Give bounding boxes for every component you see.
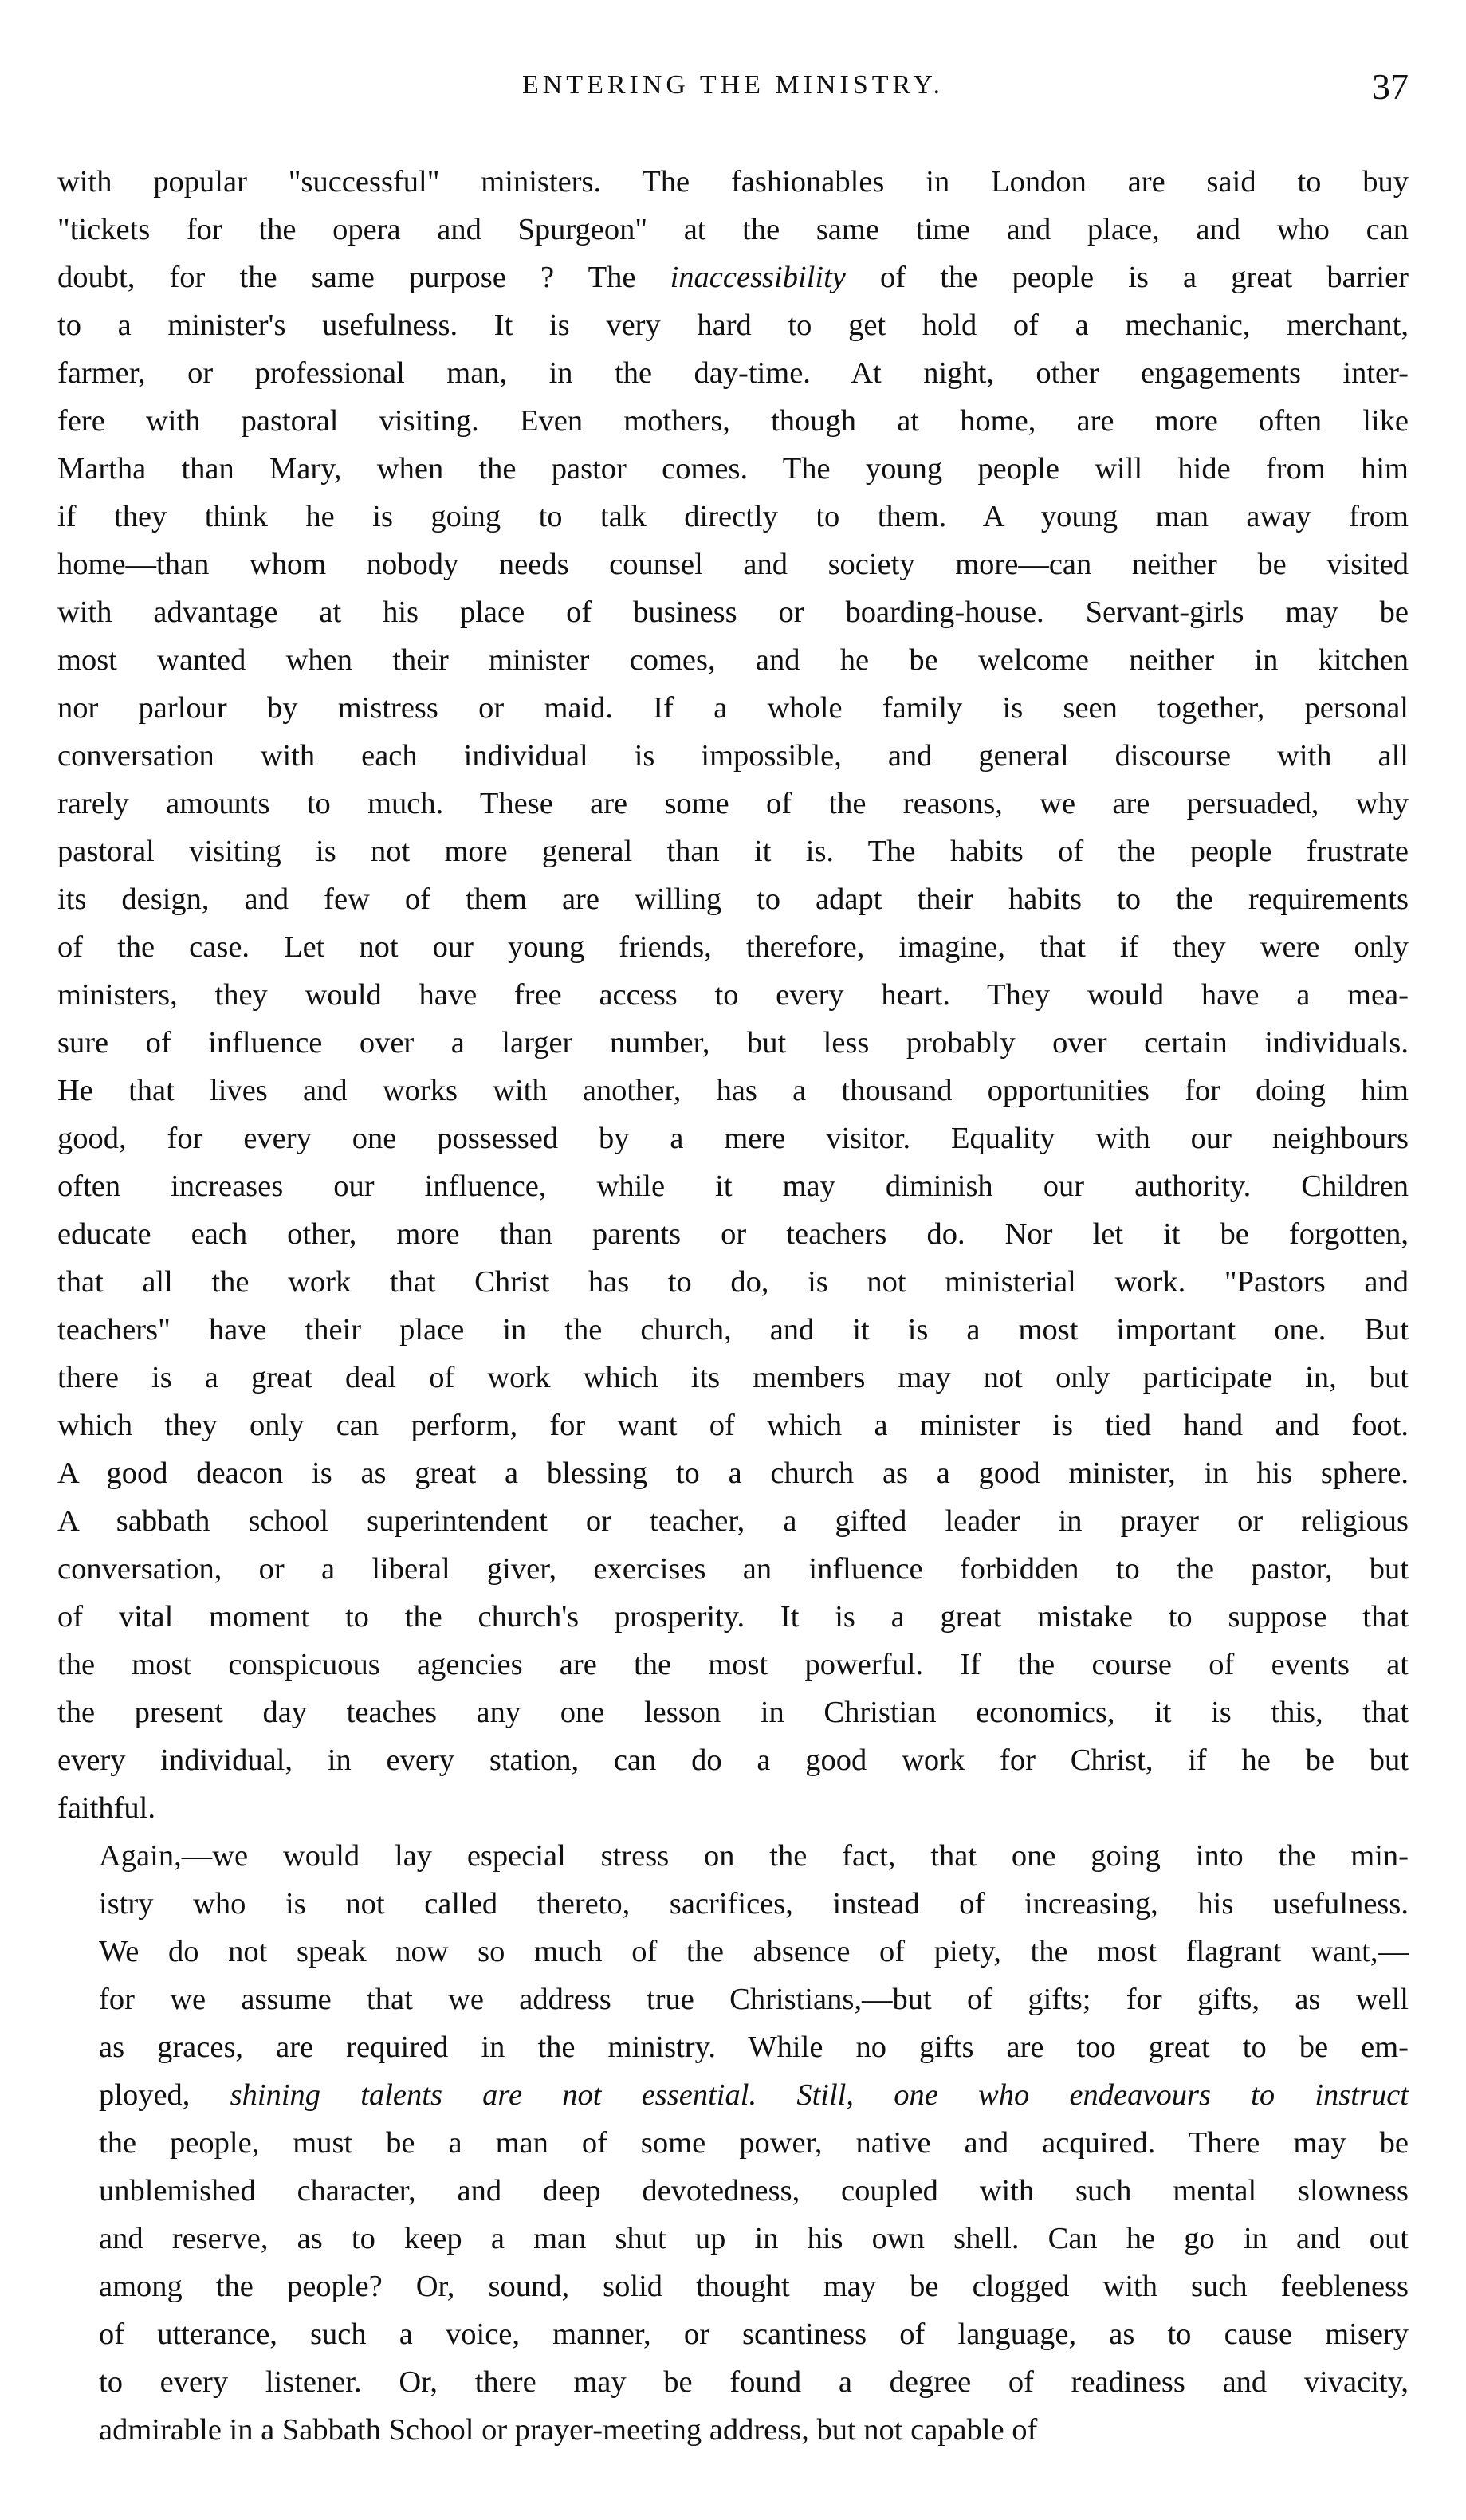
text-line: doubt, for the same purpose ? The inaccessibility of the people is a great barrier xyxy=(57,261,1409,294)
text-line: A sabbath school superintendent or teacher, a gifted leader in prayer or religious xyxy=(57,1504,1409,1538)
text-line: which they only can perform, for want of which a minister is tied hand and foot. xyxy=(57,1409,1409,1442)
text-line: and reserve, as to keep a man shut up in his own shell. Can he go in and out xyxy=(99,2222,1409,2255)
page-header xyxy=(57,66,1409,118)
text-line: the people, must be a man of some power, native and acquired. There may be xyxy=(99,2126,1409,2160)
text-line: ministers, they would have free access to every heart. They would have a mea- xyxy=(57,978,1409,1012)
text-line: to a minister's usefulness. It is very hard to get hold of a mechanic, merchant, xyxy=(57,309,1409,342)
paragraph xyxy=(57,158,1409,1832)
text-line: educate each other, more than parents or teachers do. Nor let it be forgotten, xyxy=(57,1217,1409,1251)
text-line: most wanted when their minister comes, and he be welcome neither in kitchen xyxy=(57,643,1409,677)
text-line: of the case. Let not our young friends, therefore, imagine, that if they were only xyxy=(57,930,1409,964)
text-line: the most conspicuous agencies are the most powerful. If the course of events at xyxy=(57,1648,1409,1681)
text-line: with advantage at his place of business or boarding-house. Servant-girls may be xyxy=(57,596,1409,629)
text-line: with popular "successful" ministers. The fashionables in London are said to buy xyxy=(57,165,1409,199)
page-number: 37 xyxy=(1372,66,1409,107)
text-line: "tickets for the opera and Spurgeon" at the same time and place, and who can xyxy=(57,213,1409,246)
text-line: for we assume that we address true Christians,—but of gifts; for gifts, as well xyxy=(99,1983,1409,2016)
text-line: He that lives and works with another, has a thousand opportunities for doing him xyxy=(57,1074,1409,1107)
text-line: teachers" have their place in the church, and it is a most important one. But xyxy=(57,1313,1409,1346)
text-line: Martha than Mary, when the pastor comes. The young people will hide from him xyxy=(57,452,1409,486)
text-line: that all the work that Christ has to do, is not ministerial work. "Pastors and xyxy=(57,1265,1409,1299)
text-line: fere with pastoral visiting. Even mothers, though at home, are more often like xyxy=(57,404,1409,438)
text-line: often increases our influence, while it may diminish our authority. Children xyxy=(57,1170,1409,1203)
italic-text: inaccessibility xyxy=(670,261,846,294)
text-line: rarely amounts to much. These are some of the reasons, we are persuaded, why xyxy=(57,787,1409,820)
text-line: admirable in a Sabbath School or prayer-meeting address, but not capable of xyxy=(99,2413,1038,2447)
text-line: there is a great deal of work which its members may not only participate in, but xyxy=(57,1361,1409,1394)
paragraph xyxy=(57,1832,1409,2454)
text-line: conversation, or a liberal giver, exercises an influence forbidden to the pastor, but xyxy=(57,1552,1409,1586)
running-head: ENTERING THE MINISTRY. xyxy=(521,70,945,100)
text-line: the present day teaches any one lesson in Christian economics, it is this, that xyxy=(57,1696,1409,1729)
text-line: faithful. xyxy=(57,1791,155,1825)
text-line: home—than whom nobody needs counsel and society more—can neither be visited xyxy=(57,548,1409,581)
text-line: We do not speak now so much of the absence of piety, the most flagrant want,— xyxy=(99,1935,1409,1968)
text-line: its design, and few of them are willing to adapt their habits to the requirements xyxy=(57,883,1409,916)
text-line: farmer, or professional man, in the day-time. At night, other engagements inter- xyxy=(57,356,1409,390)
text-line: sure of influence over a larger number, but less probably over certain individuals. xyxy=(57,1026,1409,1060)
text-line: Again,—we would lay especial stress on the fact, that one going into the min- xyxy=(99,1839,1409,1873)
text-line: every individual, in every station, can do a good work for Christ, if he be but xyxy=(57,1744,1409,1777)
text-line: if they think he is going to talk directly to them. A young man away from xyxy=(57,500,1409,533)
text-line: of utterance, such a voice, manner, or scantiness of language, as to cause misery xyxy=(99,2318,1409,2351)
text-line: good, for every one possessed by a mere visitor. Equality with our neighbours xyxy=(57,1122,1409,1155)
text-line: to every listener. Or, there may be found a degree of readiness and vivacity, xyxy=(99,2365,1409,2399)
text-line: pastoral visiting is not more general than it is. The habits of the people frustrate xyxy=(57,835,1409,868)
text-line: nor parlour by mistress or maid. If a whole family is seen together, personal xyxy=(57,691,1409,725)
italic-text: shining talents are not essential. Still, one who endeavours to instruct xyxy=(230,2078,1409,2112)
text-line: A good deacon is as great a blessing to a church as a good minister, in his sphere. xyxy=(57,1457,1409,1490)
text-line: ployed, shining talents are not essential. Still, one who endeavours to instruct xyxy=(99,2078,1409,2112)
text-line: among the people? Or, sound, solid thought may be clogged with such feebleness xyxy=(99,2270,1409,2303)
body-text xyxy=(57,158,1409,2454)
text-line: conversation with each individual is impossible, and general discourse with all xyxy=(57,739,1409,773)
text-line: as graces, are required in the ministry. While no gifts are too great to be em- xyxy=(99,2031,1409,2064)
text-line: istry who is not called thereto, sacrifices, instead of increasing, his usefulness. xyxy=(99,1887,1409,1920)
text-line: unblemished character, and deep devotedness, coupled with such mental slowness xyxy=(99,2174,1409,2207)
text-line: of vital moment to the church's prosperity. It is a great mistake to suppose that xyxy=(57,1600,1409,1633)
